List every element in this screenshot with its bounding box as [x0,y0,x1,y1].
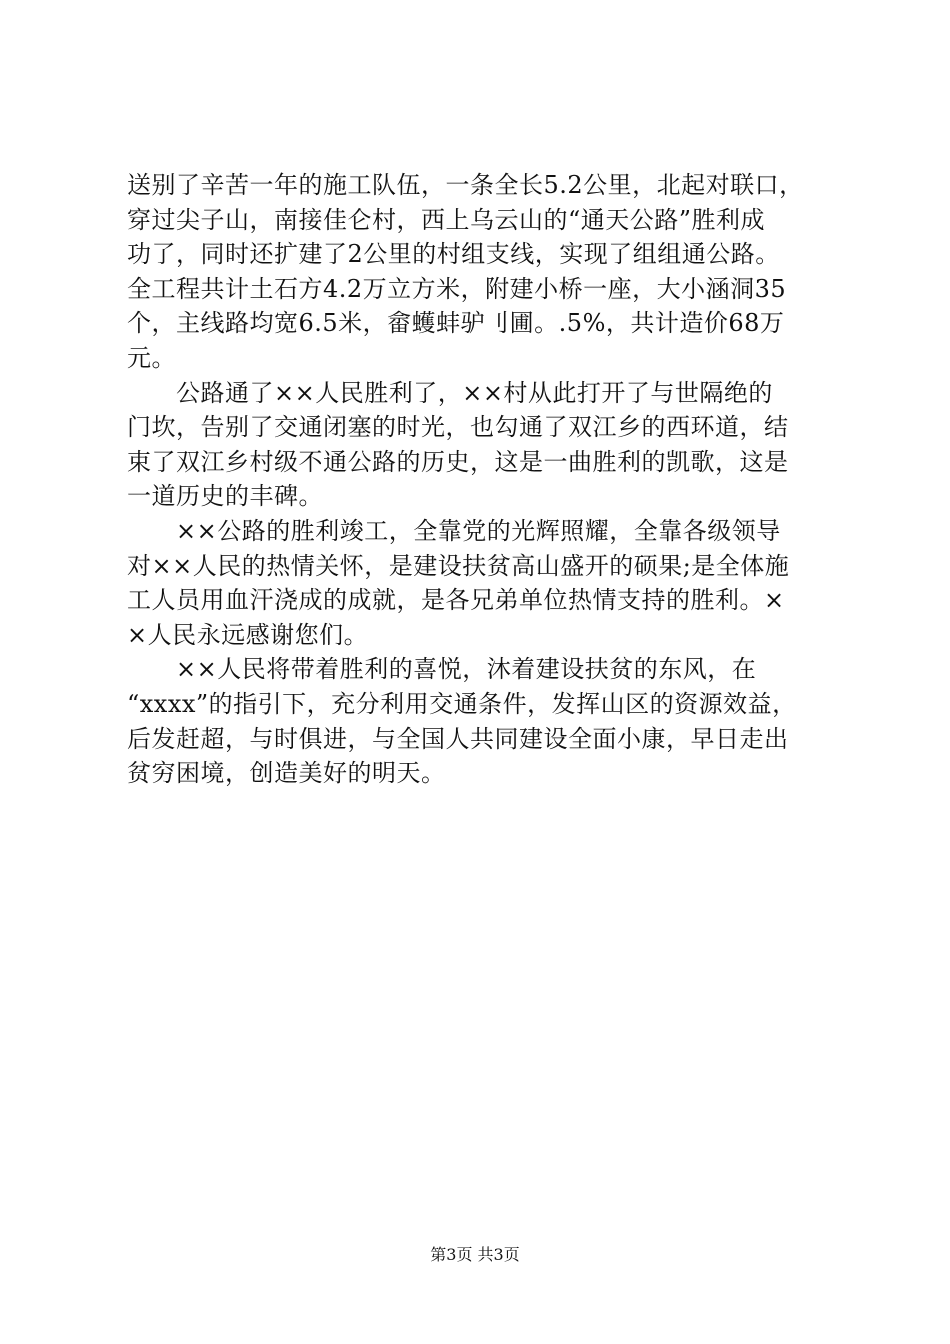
text-line-14: ×人民永远感谢您们。 [127,620,369,649]
text-line-12: 对××人民的热情关怀，是建设扶贫高山盛开的硕果;是全体施 [127,551,790,580]
page-number-label: 第3页 共3页 [430,1245,520,1264]
text-line-16: “xxxx”的指引下，充分利用交通条件，发挥山区的资源效益， [127,689,797,718]
text-line-15: ××人民将带着胜利的喜悦，沐着建设扶贫的东风，在 [127,655,757,684]
text-line-5: 个，主线路均宽6.5米，畲蠖蚌驴刂圃。.5%，共计造价68万 [127,309,785,338]
text-line-17: 后发赶超，与时俱进，与全国人共同建设全面小康，早日走出 [127,724,789,753]
text-line-7: 公路通了××人民胜利了，××村从此打开了与世隔绝的 [127,378,773,407]
body-text [127,168,827,791]
text-line-1: 送别了辛苦一年的施工队伍，一条全长5.2公里，北起对联口， [127,171,804,199]
text-line-8: 门坎，告别了交通闭塞的时光，也勾通了双江乡的西环道，结 [127,413,789,442]
page-footer [0,1243,950,1267]
text-line-9: 束了双江乡村级不通公路的历史，这是一曲胜利的凯歌，这是 [127,447,789,476]
text-line-6: 元。 [127,343,176,372]
text-line-2: 穿过尖子山，南接佳仑村，西上乌云山的“通天公路”胜利成 [127,205,766,234]
text-line-4: 全工程共计土石方4.2万立方米，附建小桥一座，大小涵洞35 [127,274,787,303]
text-line-3: 功了，同时还扩建了2公里的村组支线，实现了组组通公路。 [127,240,780,269]
text-line-11: ××公路的胜利竣工，全靠党的光辉照耀，全靠各级领导 [127,516,781,545]
text-line-18: 贫穷困境，创造美好的明天。 [127,759,446,788]
text-line-10: 一道历史的丰碑。 [127,482,323,511]
text-line-13: 工人员用血汗浇成的成就，是各兄弟单位热情支持的胜利。× [127,586,785,615]
